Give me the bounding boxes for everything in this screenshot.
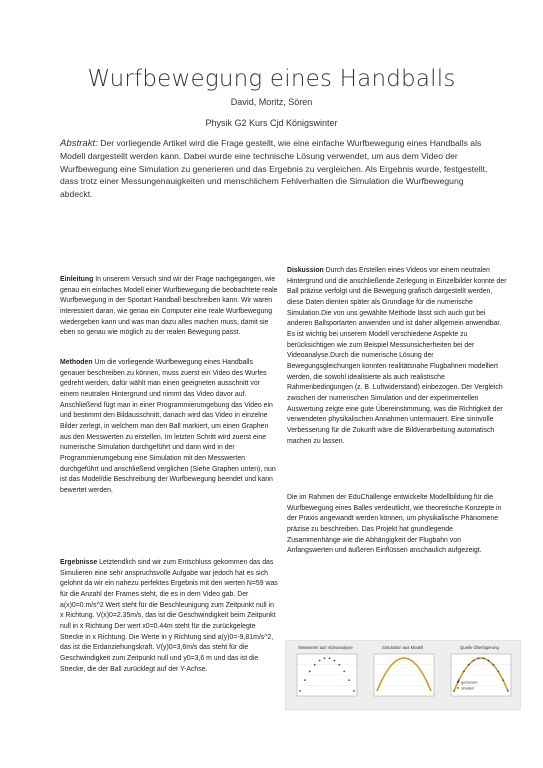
plot-measured: [290, 651, 361, 705]
data-point: [497, 671, 499, 673]
data-point: [348, 679, 350, 681]
authors: David, Moritz, Sören: [230, 97, 313, 107]
abstract-text: Der vorliegende Artikel wird die Frage gestellt, wie eine einfache Wurfbewegung eines Handballs als Modell dargestellt werden kann. Dabei wurde eine technische Lösung verwendet, um aus dem Video der Wurfbewegung eine Simulation zu generieren und das Ergebnis zu vergleichen. Als Ergebnis wurde, festgestellt, dass trotz einer Messungenauigkeiten und menschlichem Fehlverhalten die Simulation die Wurfbewegung abdeckt.: [60, 138, 488, 199]
data-point: [488, 660, 490, 662]
figure-strip: [285, 640, 521, 710]
data-point: [319, 660, 321, 662]
course-line: Physik G2 Kurs Cjd Königswinter: [205, 118, 338, 128]
data-point: [468, 664, 470, 666]
data-point: [309, 671, 311, 673]
data-point: [338, 664, 340, 666]
plot-overlay: [444, 651, 515, 705]
data-point: [353, 690, 355, 692]
data-point: [304, 679, 306, 681]
heading-diskussion: Diskussion: [287, 267, 324, 274]
section-diskussion: [287, 266, 507, 447]
abstract-label: Abstrakt:: [60, 138, 98, 149]
data-point: [324, 657, 326, 659]
data-point: [473, 660, 475, 662]
figure-title-measured: Messwerte aus Videoanalyse: [298, 645, 353, 650]
legend-marker: [457, 687, 459, 689]
figure-panel-simulation: [367, 643, 438, 705]
legend-label: gemessen: [461, 680, 478, 685]
data-point: [314, 664, 316, 666]
section-fazit: Die im Rahmen der EduChallenge entwickelte Modellbildung für die Wurfbewegung eines Balles verdeutlicht, wie theoretische Konzepte in der Praxis angewandt werden können, um physikalische Phänomene präzise zu beschreiben. Das Projekt hat grundlegende Zusammenhänge wie die Abhängigkeit der Flugbahn von Anfangswerten und äußeren Einflüssen anschaulich aufgezeigt.: [287, 494, 502, 555]
legend-label: simuliert: [461, 686, 475, 691]
section-ergebnisse: [60, 558, 278, 675]
data-point: [502, 679, 504, 681]
data-point: [299, 690, 301, 692]
data-point: [483, 657, 485, 659]
data-point: [453, 690, 455, 692]
figure-title-overlay: Quelle Überlagerung: [460, 645, 499, 650]
page-title: Wurfbewegung eines Handballs: [87, 66, 456, 92]
text-einleitung: In unserem Versuch sind wir der Frage nachgegangen, wie genau ein einfaches Modell einer Wurfbewegung die beobachtete reale Wurfbewegung in der Sportart Handball beschreiben kann. Wir waren interessiert daran, wie genau ein Computer eine reale Wurfbewegung wiedergeben kann und was man dazu alles machen muss, damit sie eben so genau wie möglich zu der realen Bewegung passt.: [60, 276, 278, 337]
text-methoden: Um die vorliegende Wurfbewegung eines Handballs genauer beschreiben zu können, muss zuerst ein Video des Wurfes gedreht werden, dafür wählt man einen geeigneten ausschnitt vor einem neutralen Hintergrund und nimmt das Video davor auf. Anschließend fügt man in einer Programmierumgebung das Video ein und bestimmt den Bildausschnitt, danach wird das Video in einzelne Bilder zerlegt, in welchem man den Ball markiert, um einen Graphen aus den Messwerten zu erstellen. Im letzten Schritt wird zuerst eine numerische Simulation durchgeführt und dann wird in der Programmierumgebung eine Simulation mit den Messwerten durchgeführt und anschließend verglichen (Siehe Graphen unten), nun ist das Model/die Beschreibung der Wurfbewegung beendet und kann bewertet werden.: [60, 359, 276, 494]
data-point: [478, 657, 480, 659]
data-point: [329, 657, 331, 659]
figure-panel-overlay: [444, 643, 515, 705]
data-point: [463, 671, 465, 673]
heading-einleitung: Einleitung: [60, 276, 94, 283]
data-point: [492, 664, 494, 666]
text-diskussion: Durch das Erstellen eines Videos vor einem neutralen Hintergrund und die anschließende Zerlegung in Einzelbilder konnte der Ball präzise verfolgt und die Bewegung grafisch dargestellt werden, diese Daten dienten später als Grundlage für die numerische Simulation.Die von uns gewählte Methode lässt sich auch gut bei anderen Ballsportarten anwenden und ist daher allgemein anwendbar. Es ist wichtig bei unserem Modell verschiedene Aspekte zu berücksichtigen wie zum Beispiel Messunsicherheiten bei der Videoanalyse.Durch die numerische Lösung der Bewegungsgleichungen konnten realitätsnahe Flugbahnen modelliert werden, die sowohl idealisierte als auch realistische Rahmenbedingungen (z. B. Luftwiderstand) einbezogen. Der Vergleich zwischen der numerischen Simulation und der experimentellen Auswertung zeigte eine gute Übereinstimmung, was die Richtigkeit der verwendeten physikalischen Annahmen untermauert. Eine sinnvolle Verbesserung für die Zukunft wäre die Bildverarbeitung automatisch machen zu lassen.: [287, 267, 507, 445]
figure-panel-measured: [290, 643, 361, 705]
data-point: [507, 690, 509, 692]
text-ergebnisse: Letztendlich sind wir zum Entschluss gekommen das das Simulieren eine sehr anspruchsvolle Aufgabe war jedoch hat es sich gelohnt da wir ein nahezu perfektes Ergebnis mit den werten N=59 was für die Anzahl der Frames steht, die es in dem Video gab. Der a(x)0=0.m/s^2 Wert steht für die Beschleunigung zum Zeitpunkt null in x Richtung. V(x)0=2.35m/s, das ist die Geschwindigkeit beim Zeitpunkt null in x Richtung Der wert x0=0.44m steht für die zurückgelegte Strecke in x Richtung. Die Werte in y Richtung sind a(y)0=-9,81m/s^2, das ist die Erdanziehungskraft. V(y)0=3,6m/s das steht für die Geschwindigkeit zum Zeitpunkt null und y0=3,6 m und das ist die Strecke, die der Ball zurücklegt auf der Y-Achse.: [60, 559, 278, 673]
section-einleitung: [60, 275, 278, 339]
heading-methoden: Methoden: [60, 359, 93, 366]
data-point: [334, 660, 336, 662]
abstract: [60, 137, 490, 200]
figure-title-simulation: Simulation aus Modell: [382, 645, 423, 650]
plot-simulation: [367, 651, 438, 705]
legend-marker: [457, 681, 459, 683]
data-point: [343, 671, 345, 673]
section-methoden: [60, 358, 278, 497]
heading-ergebnisse: Ergebnisse: [60, 559, 98, 566]
data-point: [458, 679, 460, 681]
